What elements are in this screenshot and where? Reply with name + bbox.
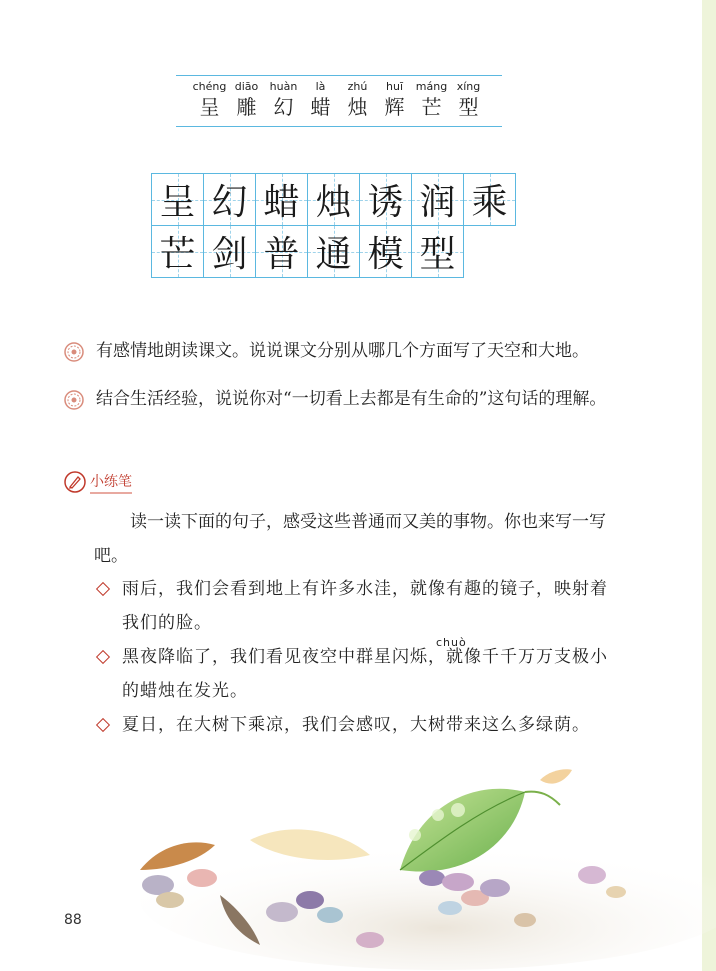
practice-item-1 [94,572,624,640]
question-1-text: 有感情地朗读课文。说说课文分别从哪几个方面写了天空和大地。 [96,341,589,361]
grid-cell [307,225,360,278]
grid-cell [307,173,360,226]
question-badge-icon [64,390,84,410]
grid-cell [255,225,308,278]
grid-char: 呈 [159,182,196,223]
practice-label: 小练笔 [90,471,132,494]
grid-cell [151,173,204,226]
grid-char: 普 [263,234,300,275]
diamond-bullet-icon [96,650,110,664]
grid-cell [463,173,516,226]
reading-char [265,80,302,120]
pinyin: huàn [269,80,298,93]
grid-cell [151,225,204,278]
practice-item-1-text: 雨后，我们会看到地上有许多水洼，就像有趣的镜子，映射着我们的脸。 [122,579,608,633]
grid-char: 诱 [367,182,404,223]
bottom-rule [176,126,502,127]
hanzi: 型 [458,95,479,119]
pinyin: là [315,80,326,93]
reading-characters [176,75,502,127]
reading-char [191,80,228,120]
hanzi: 蜡 [310,95,331,119]
reading-char [302,80,339,120]
grid-char: 模 [367,234,404,275]
grid-cell [203,173,256,226]
diamond-bullet-icon [96,582,110,596]
hanzi: 呈 [199,95,220,119]
ruby-pinyin: chuò [436,636,467,649]
grid-cell [255,173,308,226]
pinyin: diāo [234,80,259,93]
writing-grid [151,173,515,277]
grid-char: 芒 [159,234,196,275]
hanzi: 幻 [273,95,294,119]
question-1 [64,334,624,368]
practice-item-3-text: 夏日，在大树下乘凉，我们会感叹，大树带来这么多绿荫。 [122,715,590,735]
grid-char: 蜡 [263,182,300,223]
practice-tag [64,470,132,494]
hanzi: 雕 [236,95,257,119]
grid-row-2 [151,225,515,277]
grid-char: 剑 [211,234,248,275]
grid-cell [359,225,412,278]
pinyin: chéng [192,80,227,93]
reading-char [228,80,265,120]
question-2 [64,382,624,416]
pebbles-feathers-illustration [120,760,716,971]
reading-char [376,80,413,120]
grid-cell [411,225,464,278]
pen-icon [64,471,86,493]
reading-char-row [176,76,502,126]
grid-cell [411,173,464,226]
grid-char: 乘 [471,182,508,223]
pinyin: máng [415,80,448,93]
practice-item-2 [94,636,624,708]
grid-cell [359,173,412,226]
grid-char: 通 [315,234,352,275]
practice-intro: 读一读下面的句子，感受这些普通而又美的事物。你也来写一写吧。 [94,512,606,566]
grid-char: 幻 [211,182,248,223]
reading-char [339,80,376,120]
practice-item-2-text: 黑夜降临了，我们看见夜空中群星闪烁，就像千千万万支极小的蜡烛在发光。 [122,647,608,701]
grid-char: 烛 [315,182,352,223]
question-2-text: 结合生活经验，说说你对“一切看上去都是有生命的”这句话的理解。 [96,389,607,409]
hanzi: 辉 [384,95,405,119]
pinyin: huī [386,80,403,93]
question-badge-icon [64,342,84,362]
hanzi: 芒 [421,95,442,119]
pinyin: zhú [347,80,368,93]
reading-char [450,80,487,120]
pinyin: xíng [456,80,481,93]
reading-char [413,80,450,120]
grid-char: 型 [419,234,456,275]
hanzi: 烛 [347,95,368,119]
grid-cell [203,225,256,278]
diamond-bullet-icon [96,718,110,732]
practice-item-3 [94,708,624,742]
page-number: 88 [64,912,82,928]
grid-row-1 [151,173,515,225]
grid-char: 润 [419,182,456,223]
